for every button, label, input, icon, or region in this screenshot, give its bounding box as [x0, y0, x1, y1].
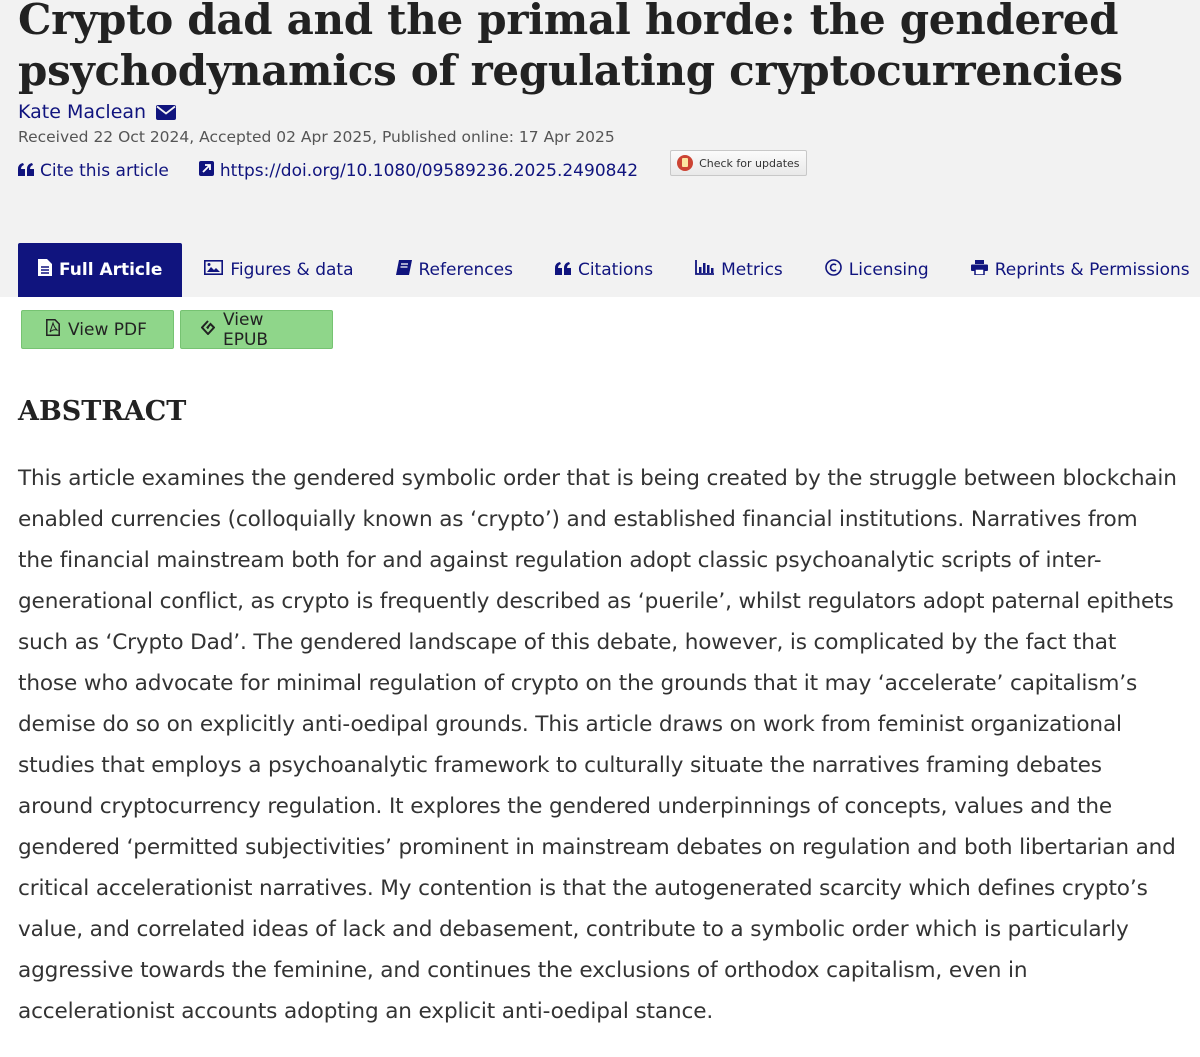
tab-references[interactable] [354, 243, 513, 297]
article-links [18, 158, 807, 184]
quote-icon [18, 161, 34, 181]
publication-dates: Received 22 Oct 2024, Accepted 02 Apr 2025, Published online: 17 Apr 2025 [18, 128, 615, 146]
view-epub-label: View EPUB [223, 309, 269, 350]
file-text-icon [38, 259, 52, 281]
view-pdf-button[interactable] [21, 310, 174, 349]
tab-label: Figures & data [230, 260, 354, 280]
article-tabs [18, 243, 1190, 297]
view-epub-button[interactable] [180, 310, 333, 349]
copyright-icon [825, 259, 842, 281]
tab-full-article[interactable] [18, 243, 182, 297]
cite-article-label: Cite this article [40, 161, 169, 181]
article-header [0, 0, 1200, 297]
bar-chart-icon [695, 260, 714, 280]
epub-icon [201, 320, 215, 340]
pdf-file-icon [46, 319, 60, 341]
quote-icon [555, 260, 571, 280]
view-pdf-label: View PDF [68, 319, 147, 340]
article-title: Crypto dad and the primal horde: the gendered psychodynamics of regulating cryptocurrencies [18, 0, 1123, 95]
author-row [18, 101, 176, 123]
tab-label: References [418, 260, 513, 280]
check-for-updates-button[interactable] [670, 150, 806, 176]
tab-label: Metrics [721, 260, 783, 280]
print-icon [971, 260, 988, 280]
book-icon [396, 260, 412, 280]
external-link-icon [199, 161, 214, 181]
tab-citations[interactable] [513, 243, 653, 297]
doi-link[interactable] [199, 161, 638, 181]
check-for-updates-label: Check for updates [699, 156, 800, 170]
tab-reprints-permissions[interactable] [929, 243, 1190, 297]
tab-metrics[interactable] [653, 243, 783, 297]
abstract-text: This article examines the gendered symbolic order that is being created by the struggle between blockchain enabled currencies (colloquially known as ‘crypto’) and established financial institutions. Narratives from the financial mainstream both for and against regulation adopt classic psychoanalytic scripts of inter-generational conflict, as crypto is frequently described as ‘puerile’, whilst regulators adopt paternal epithets such as ‘Crypto Dad’. The gendered landscape of this debate, however, is complicated by the fact that those who advocate for minimal regulation of crypto on the grounds that it may ‘accelerate’ capitalism’s demise do so on explicitly anti-oedipal grounds. This article draws on work from feminist organizational studies that employs a psychoanalytic framework to culturally situate the narratives framing debates around cryptocurrency regulation. It explores the gendered underpinnings of concepts, values and the gendered ‘permitted subjectivities’ prominent in mainstream debates on regulation and both libertarian and critical accelerationist narratives. My contention is that the autogenerated scarcity which defines crypto’s value, and correlated ideas of lack and debasement, contribute to a symbolic order which is particularly aggressive towards the feminine, and continues the exclusions of orthodox capitalism, even in accelerationist accounts adopting an explicit anti-oedipal stance. [18, 466, 1177, 1024]
tab-licensing[interactable] [783, 243, 929, 297]
author-link[interactable]: Kate Maclean [18, 101, 147, 123]
envelope-icon[interactable] [156, 105, 176, 120]
view-buttons [21, 310, 333, 349]
tab-label: Full Article [59, 260, 163, 280]
image-icon [204, 260, 223, 280]
cite-article-link[interactable] [18, 161, 169, 181]
tab-figures-data[interactable] [182, 243, 353, 297]
tab-label: Reprints & Permissions [994, 260, 1190, 280]
doi-text: https://doi.org/10.1080/09589236.2025.2490842 [219, 161, 639, 181]
crossmark-icon [677, 155, 693, 171]
tab-label: Licensing [848, 260, 929, 280]
abstract-heading: ABSTRACT [18, 396, 187, 427]
tab-label: Citations [577, 260, 654, 280]
